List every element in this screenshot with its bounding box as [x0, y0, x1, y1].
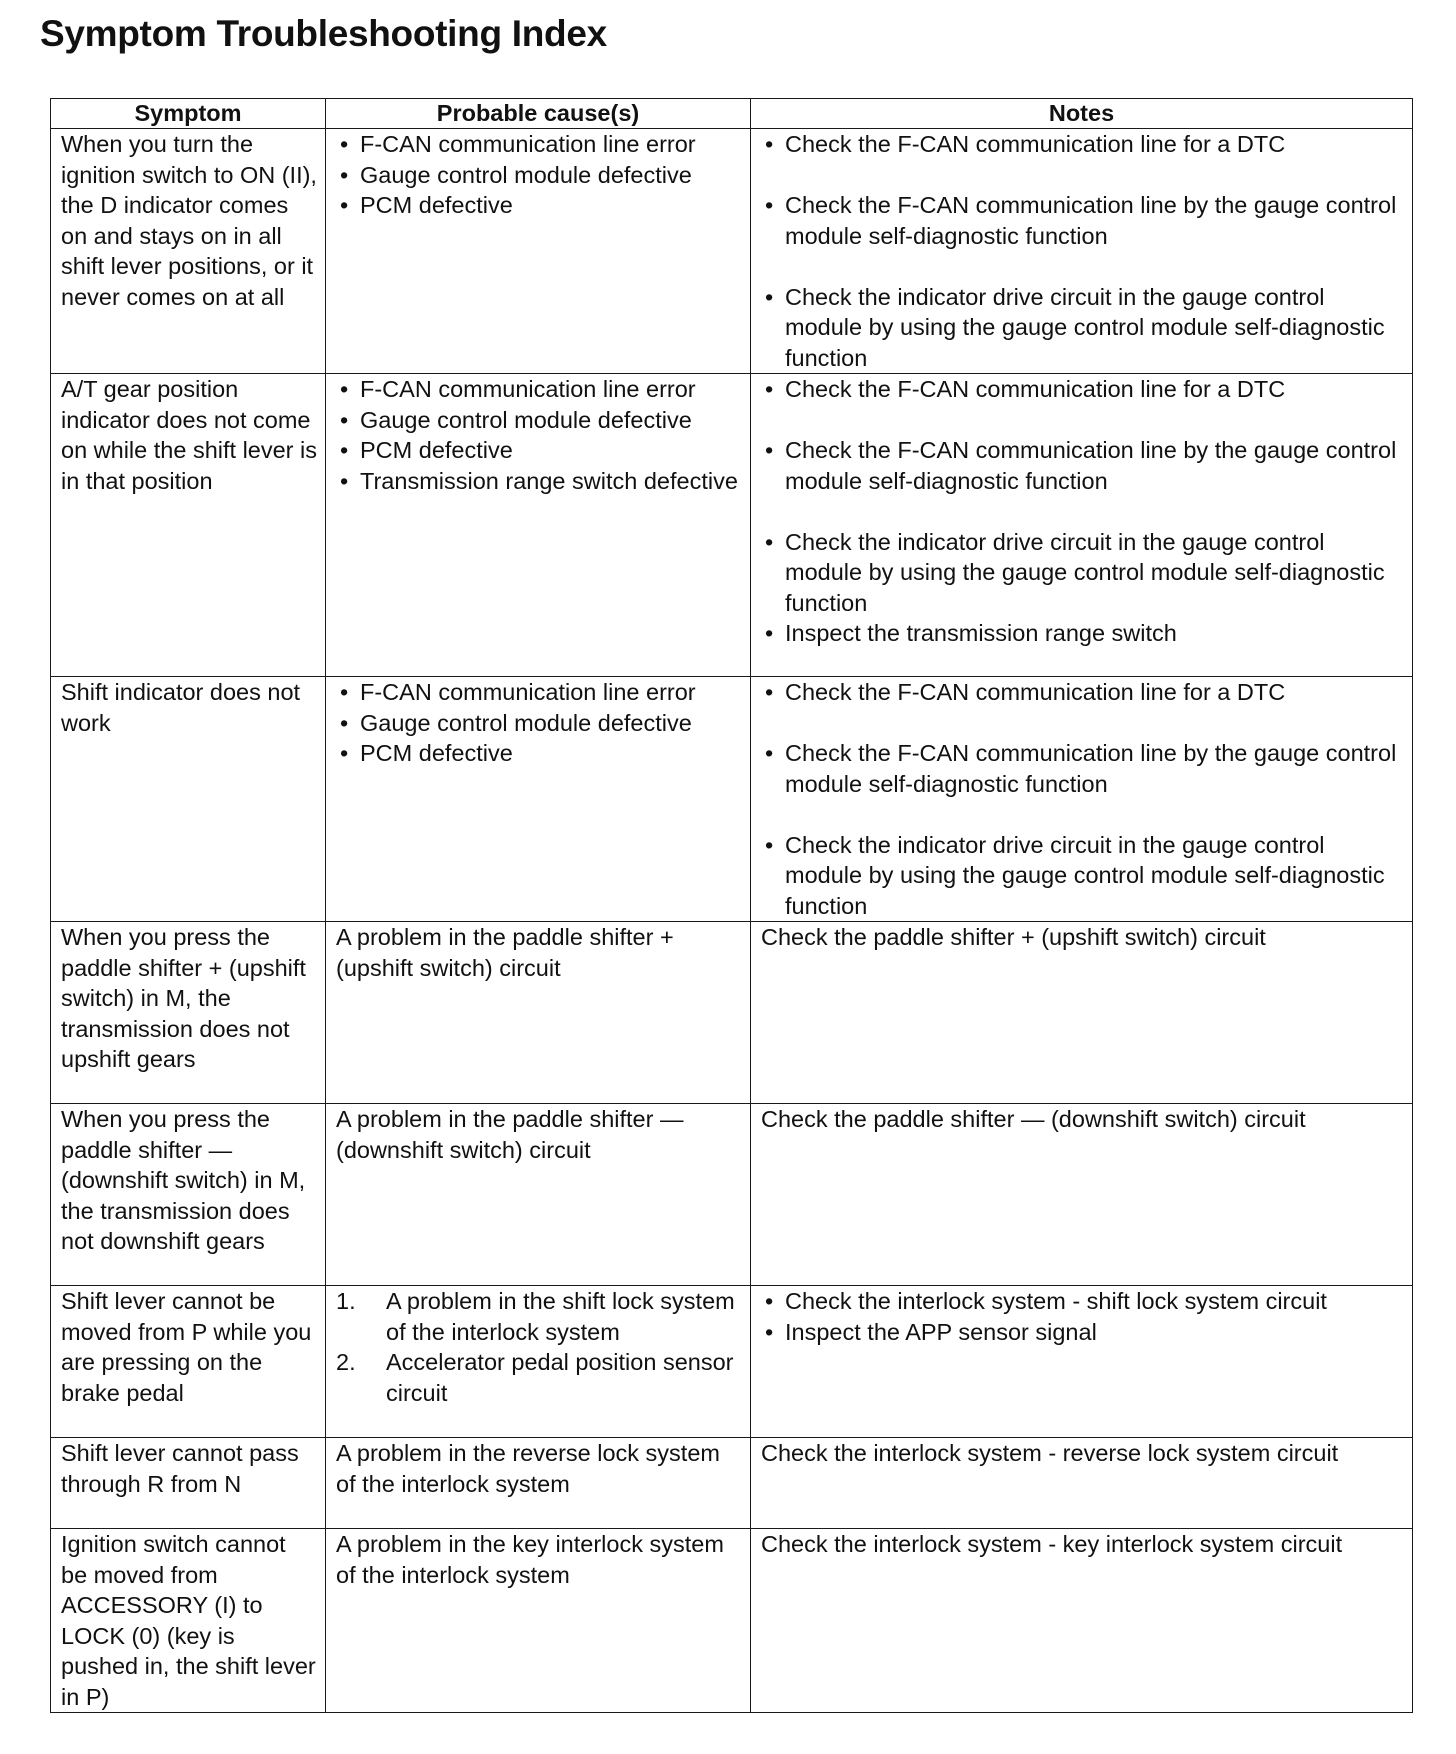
- list-item: [336, 1286, 742, 1347]
- notes-cell: [751, 677, 1413, 922]
- list-number: 1.: [336, 1288, 356, 1314]
- table-row: [51, 374, 1413, 677]
- header-symptom: Symptom: [51, 99, 326, 129]
- list-item: • F-CAN communication line error: [336, 374, 742, 405]
- cause-list: [336, 677, 742, 769]
- list-item: • PCM defective: [336, 738, 742, 769]
- list-item: • Check the indicator drive circuit in the gauge control module by using the gauge control module self-diagnostic function: [761, 527, 1404, 619]
- cause-cell: [326, 1286, 751, 1438]
- cause-cell: [326, 374, 751, 677]
- table-row: [51, 1104, 1413, 1286]
- notes-cell: [751, 129, 1413, 374]
- table-header-row: [51, 99, 1413, 129]
- list-item: • Check the interlock system - shift lock system circuit: [761, 1286, 1404, 1317]
- list-number: 2.: [336, 1349, 356, 1375]
- cause-numbered-list: [336, 1286, 742, 1408]
- notes-cell: Check the interlock system - key interlock system circuit: [751, 1529, 1413, 1713]
- notes-cell: Check the paddle shifter — (downshift switch) circuit: [751, 1104, 1413, 1286]
- table-row: [51, 129, 1413, 374]
- symptom-cell: Shift indicator does not work: [51, 677, 326, 922]
- symptom-cell: Ignition switch cannot be moved from ACCESSORY (I) to LOCK (0) (key is pushed in, the shift lever in P): [51, 1529, 326, 1713]
- list-item: • Check the indicator drive circuit in the gauge control module by using the gauge control module self-diagnostic function: [761, 282, 1404, 374]
- notes-cell: Check the paddle shifter + (upshift switch) circuit: [751, 922, 1413, 1104]
- symptom-cell: When you turn the ignition switch to ON (II), the D indicator comes on and stays on in all shift lever positions, or it never comes on at all: [51, 129, 326, 374]
- list-item: • Gauge control module defective: [336, 160, 742, 191]
- list-item: • Check the indicator drive circuit in the gauge control module by using the gauge control module self-diagnostic function: [761, 830, 1404, 922]
- list-item: • Inspect the APP sensor signal: [761, 1317, 1404, 1348]
- list-item: • Check the F-CAN communication line by the gauge control module self-diagnostic function: [761, 190, 1404, 251]
- notes-cell: [751, 374, 1413, 677]
- table-row: [51, 922, 1413, 1104]
- list-item: • Check the F-CAN communication line for a DTC: [761, 677, 1404, 708]
- notes-list: [761, 129, 1404, 373]
- list-item: • Gauge control module defective: [336, 405, 742, 436]
- cause-cell: [326, 129, 751, 374]
- table-row: [51, 1529, 1413, 1713]
- notes-cell: Check the interlock system - reverse lock system circuit: [751, 1438, 1413, 1529]
- list-item: • Check the F-CAN communication line for a DTC: [761, 374, 1404, 405]
- cause-list: [336, 129, 742, 221]
- notes-list: [761, 374, 1404, 649]
- header-notes: Notes: [751, 99, 1413, 129]
- cause-cell: A problem in the key interlock system of the interlock system: [326, 1529, 751, 1713]
- header-probable-causes: Probable cause(s): [326, 99, 751, 129]
- cause-cell: [326, 677, 751, 922]
- cause-list: [336, 374, 742, 496]
- list-item-text: Accelerator pedal position sensor circuit: [386, 1349, 734, 1406]
- symptom-cell: When you press the paddle shifter — (downshift switch) in M, the transmission does not downshift gears: [51, 1104, 326, 1286]
- list-item: • Check the F-CAN communication line by the gauge control module self-diagnostic function: [761, 738, 1404, 799]
- notes-list: [761, 1286, 1404, 1347]
- list-item: • PCM defective: [336, 190, 742, 221]
- list-item: • Gauge control module defective: [336, 708, 742, 739]
- cause-cell: A problem in the paddle shifter + (upshift switch) circuit: [326, 922, 751, 1104]
- symptom-cell: Shift lever cannot be moved from P while you are pressing on the brake pedal: [51, 1286, 326, 1438]
- list-item: • Inspect the transmission range switch: [761, 618, 1404, 649]
- notes-cell: [751, 1286, 1413, 1438]
- troubleshooting-table: [50, 98, 1413, 1713]
- list-item: • Transmission range switch defective: [336, 466, 742, 497]
- table-row: [51, 1438, 1413, 1529]
- symptom-cell: A/T gear position indicator does not come on while the shift lever is in that position: [51, 374, 326, 677]
- notes-list: [761, 677, 1404, 921]
- table-row: [51, 1286, 1413, 1438]
- cause-cell: A problem in the reverse lock system of the interlock system: [326, 1438, 751, 1529]
- list-item-text: A problem in the shift lock system of the interlock system: [386, 1288, 735, 1345]
- cause-cell: A problem in the paddle shifter — (downshift switch) circuit: [326, 1104, 751, 1286]
- table-row: [51, 677, 1413, 922]
- list-item: • Check the F-CAN communication line for a DTC: [761, 129, 1404, 160]
- list-item: • F-CAN communication line error: [336, 129, 742, 160]
- symptom-cell: When you press the paddle shifter + (upshift switch) in M, the transmission does not upshift gears: [51, 922, 326, 1104]
- list-item: [336, 1347, 742, 1408]
- list-item: • PCM defective: [336, 435, 742, 466]
- list-item: • F-CAN communication line error: [336, 677, 742, 708]
- list-item: • Check the F-CAN communication line by the gauge control module self-diagnostic function: [761, 435, 1404, 496]
- symptom-cell: Shift lever cannot pass through R from N: [51, 1438, 326, 1529]
- page-title: Symptom Troubleshooting Index: [40, 13, 607, 54]
